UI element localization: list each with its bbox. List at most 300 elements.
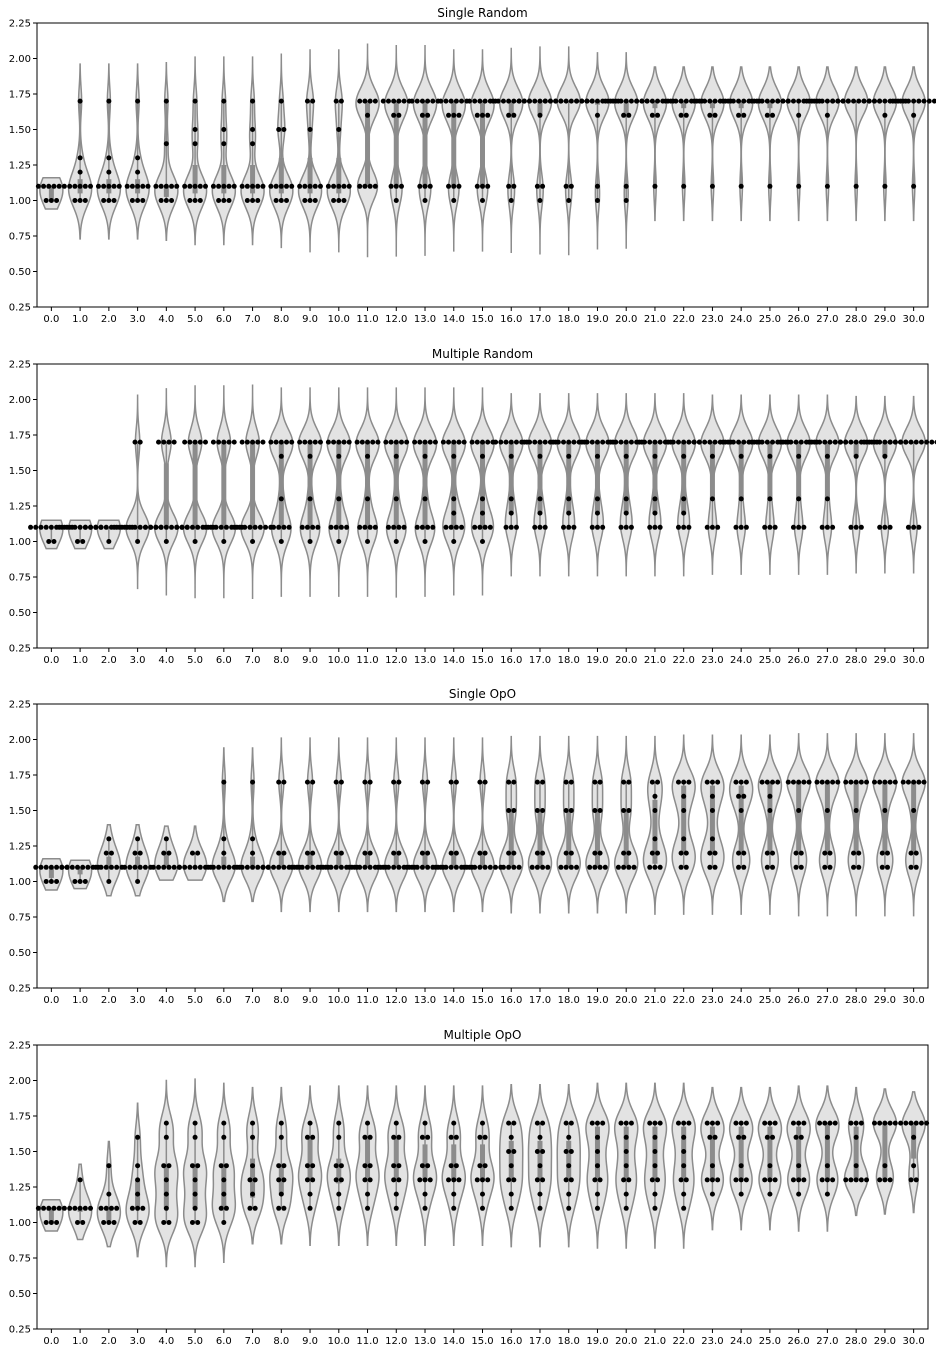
data-point	[423, 1177, 428, 1182]
data-point	[867, 440, 872, 445]
data-point	[846, 99, 851, 104]
data-point	[279, 1192, 284, 1197]
data-point	[854, 780, 859, 785]
data-point	[99, 865, 104, 870]
data-point	[652, 794, 657, 799]
data-point	[289, 440, 294, 445]
data-point	[872, 780, 877, 785]
violin-box	[221, 1166, 226, 1209]
data-point	[851, 851, 856, 856]
data-point	[535, 808, 540, 813]
data-point	[564, 99, 569, 104]
data-point	[365, 496, 370, 501]
x-tick-label: 7.0	[244, 314, 261, 325]
data-point	[428, 1177, 433, 1182]
data-point	[391, 1135, 396, 1140]
data-point	[480, 1192, 485, 1197]
data-point	[211, 440, 216, 445]
data-point	[368, 1163, 373, 1168]
data-point	[271, 865, 276, 870]
data-point	[613, 440, 618, 445]
data-point	[203, 184, 208, 189]
data-point	[365, 113, 370, 118]
data-point	[368, 99, 373, 104]
data-point	[679, 1177, 684, 1182]
data-point	[571, 525, 576, 530]
data-point	[106, 198, 111, 203]
data-point	[250, 780, 255, 785]
data-point	[106, 184, 111, 189]
data-point	[592, 1177, 597, 1182]
data-point	[281, 865, 286, 870]
data-point	[425, 1135, 430, 1140]
data-point	[564, 808, 569, 813]
data-point	[443, 525, 448, 530]
data-point	[341, 198, 346, 203]
data-point	[54, 1220, 59, 1225]
x-tick-label: 12.0	[385, 655, 408, 666]
data-point	[423, 1192, 428, 1197]
data-point	[854, 525, 859, 530]
data-point	[710, 1163, 715, 1168]
data-point	[741, 1135, 746, 1140]
data-point	[169, 525, 174, 530]
data-point	[624, 525, 629, 530]
data-point	[770, 99, 775, 104]
data-point	[483, 780, 488, 785]
data-point	[681, 1206, 686, 1211]
y-tick-label: 1.00	[8, 1218, 31, 1229]
data-point	[749, 440, 754, 445]
data-point	[480, 454, 485, 459]
data-point	[164, 836, 169, 841]
data-point	[80, 1220, 85, 1225]
data-point	[245, 865, 250, 870]
x-tick-label: 1.0	[72, 314, 89, 325]
data-point	[174, 525, 179, 530]
data-point	[336, 1121, 341, 1126]
data-point	[373, 525, 378, 530]
data-point	[815, 780, 820, 785]
data-point	[621, 780, 626, 785]
data-point	[420, 113, 425, 118]
x-tick-label: 21.0	[643, 1336, 667, 1347]
data-point	[569, 1177, 574, 1182]
data-point	[825, 113, 830, 118]
data-point	[854, 1163, 859, 1168]
data-point	[78, 99, 83, 104]
data-point	[655, 99, 660, 104]
data-point	[765, 99, 770, 104]
data-point	[135, 198, 140, 203]
data-point	[83, 525, 88, 530]
data-point	[828, 1121, 833, 1126]
data-point	[822, 865, 827, 870]
data-point	[569, 99, 574, 104]
data-point	[624, 440, 629, 445]
data-point	[193, 1206, 198, 1211]
data-point	[822, 440, 827, 445]
data-point	[877, 99, 882, 104]
data-point	[368, 851, 373, 856]
data-point	[271, 525, 276, 530]
data-point	[532, 525, 537, 530]
data-point	[480, 198, 485, 203]
data-point	[425, 851, 430, 856]
y-tick-label: 1.50	[8, 466, 31, 477]
data-point	[872, 1121, 877, 1126]
x-tick-label: 2.0	[100, 1336, 117, 1347]
x-tick-label: 3.0	[129, 655, 146, 666]
data-point	[825, 496, 830, 501]
data-point	[762, 1121, 767, 1126]
data-point	[164, 184, 169, 189]
data-point	[281, 127, 286, 132]
data-point	[305, 1177, 310, 1182]
data-point	[365, 1192, 370, 1197]
data-point	[919, 440, 924, 445]
data-point	[571, 440, 576, 445]
data-point	[295, 865, 300, 870]
data-point	[736, 794, 741, 799]
data-point	[454, 99, 459, 104]
data-point	[451, 440, 456, 445]
data-point	[78, 525, 83, 530]
data-point	[109, 865, 114, 870]
data-point	[334, 851, 339, 856]
y-tick-label: 1.50	[8, 1147, 31, 1158]
data-point	[796, 99, 801, 104]
data-point	[451, 184, 456, 189]
data-point	[765, 851, 770, 856]
data-point	[255, 440, 260, 445]
data-point	[511, 184, 516, 189]
data-point	[898, 1121, 903, 1126]
data-point	[632, 865, 637, 870]
data-point	[451, 454, 456, 459]
data-point	[652, 440, 657, 445]
data-point	[193, 539, 198, 544]
data-point	[428, 184, 433, 189]
data-point	[903, 440, 908, 445]
x-tick-label: 6.0	[215, 655, 232, 666]
data-point	[106, 99, 111, 104]
x-tick-label: 21.0	[643, 655, 667, 666]
data-point	[326, 440, 331, 445]
x-tick-label: 20.0	[615, 995, 638, 1006]
data-point	[310, 865, 315, 870]
data-point	[260, 440, 265, 445]
data-point	[420, 851, 425, 856]
data-point	[762, 525, 767, 530]
data-point	[877, 440, 882, 445]
data-point	[106, 879, 111, 884]
data-point	[624, 454, 629, 459]
data-point	[707, 440, 712, 445]
x-tick-label: 11.0	[356, 1336, 379, 1347]
data-point	[250, 1163, 255, 1168]
data-point	[475, 184, 480, 189]
data-point	[72, 198, 77, 203]
x-tick-label: 11.0	[356, 995, 379, 1006]
data-point	[681, 1121, 686, 1126]
data-point	[783, 440, 788, 445]
y-tick-label: 2.00	[8, 735, 31, 746]
data-point	[773, 1177, 778, 1182]
y-tick-label: 0.25	[8, 1324, 31, 1336]
data-point	[221, 836, 226, 841]
data-point	[404, 865, 409, 870]
data-point	[279, 539, 284, 544]
data-point	[423, 539, 428, 544]
data-point	[255, 865, 260, 870]
data-point	[362, 99, 367, 104]
data-point	[543, 99, 548, 104]
data-point	[480, 1206, 485, 1211]
chart-title: Single Random	[437, 6, 528, 20]
data-point	[848, 525, 853, 530]
data-point	[566, 1192, 571, 1197]
data-point	[368, 780, 373, 785]
data-point	[493, 440, 498, 445]
data-point	[138, 1220, 143, 1225]
data-point	[598, 851, 603, 856]
data-point	[67, 525, 72, 530]
data-point	[456, 184, 461, 189]
data-point	[477, 865, 482, 870]
data-point	[357, 525, 362, 530]
data-point	[279, 440, 284, 445]
data-point	[75, 539, 80, 544]
data-point	[368, 1177, 373, 1182]
data-point	[741, 113, 746, 118]
data-point	[707, 1135, 712, 1140]
data-point	[629, 99, 634, 104]
data-point	[336, 1135, 341, 1140]
data-point	[540, 851, 545, 856]
y-tick-label: 1.25	[8, 1182, 31, 1194]
data-point	[624, 511, 629, 516]
data-point	[686, 525, 691, 530]
data-point	[143, 525, 148, 530]
data-point	[637, 440, 642, 445]
violin-box	[566, 811, 571, 868]
x-tick-label: 11.0	[356, 314, 379, 325]
data-point	[410, 865, 415, 870]
data-point	[250, 865, 255, 870]
data-point	[187, 865, 192, 870]
data-point	[430, 525, 435, 530]
data-point	[537, 496, 542, 501]
data-point	[412, 440, 417, 445]
data-point	[477, 851, 482, 856]
data-point	[368, 1135, 373, 1140]
data-point	[449, 865, 454, 870]
data-point	[310, 1163, 315, 1168]
data-point	[318, 440, 323, 445]
data-point	[624, 99, 629, 104]
data-point	[308, 1206, 313, 1211]
data-point	[595, 511, 600, 516]
data-point	[854, 1177, 859, 1182]
data-point	[705, 525, 710, 530]
data-point	[394, 539, 399, 544]
data-point	[566, 198, 571, 203]
data-point	[888, 440, 893, 445]
data-point	[49, 1220, 54, 1225]
data-point	[906, 525, 911, 530]
data-point	[49, 879, 54, 884]
data-point	[532, 440, 537, 445]
data-point	[75, 1220, 80, 1225]
data-point	[540, 865, 545, 870]
data-point	[820, 99, 825, 104]
y-tick-label: 0.50	[8, 267, 31, 278]
data-point	[373, 99, 378, 104]
data-point	[106, 539, 111, 544]
data-point	[470, 440, 475, 445]
data-point	[135, 1163, 140, 1168]
data-point	[537, 1192, 542, 1197]
data-point	[101, 1220, 106, 1225]
data-point	[796, 1192, 801, 1197]
data-point	[135, 879, 140, 884]
data-point	[46, 539, 51, 544]
data-point	[590, 440, 595, 445]
x-tick-label: 29.0	[873, 1336, 897, 1347]
data-point	[621, 851, 626, 856]
data-point	[796, 1177, 801, 1182]
data-point	[626, 780, 631, 785]
data-point	[830, 1177, 835, 1182]
data-point	[828, 865, 833, 870]
data-point	[38, 865, 43, 870]
data-point	[564, 780, 569, 785]
violin-box	[365, 1137, 370, 1180]
x-tick-label: 26.0	[787, 314, 810, 325]
data-point	[504, 525, 509, 530]
data-point	[362, 525, 367, 530]
data-point	[454, 865, 459, 870]
data-point	[794, 851, 799, 856]
data-point	[263, 525, 268, 530]
data-point	[679, 113, 684, 118]
data-point	[835, 780, 840, 785]
data-point	[532, 99, 537, 104]
data-point	[245, 198, 250, 203]
data-point	[255, 198, 260, 203]
data-point	[647, 525, 652, 530]
data-point	[715, 1177, 720, 1182]
data-point	[537, 1135, 542, 1140]
data-point	[221, 1220, 226, 1225]
data-point	[590, 99, 595, 104]
x-tick-label: 13.0	[413, 314, 437, 325]
data-point	[619, 440, 624, 445]
data-point	[240, 440, 245, 445]
data-point	[305, 99, 310, 104]
data-point	[655, 780, 660, 785]
data-point	[888, 525, 893, 530]
data-point	[219, 1206, 224, 1211]
data-point	[193, 1177, 198, 1182]
violin-box	[710, 1127, 715, 1180]
data-point	[456, 1177, 461, 1182]
data-point	[402, 99, 407, 104]
data-point	[480, 440, 485, 445]
data-point	[190, 1220, 195, 1225]
data-point	[911, 99, 916, 104]
data-point	[720, 440, 725, 445]
data-point	[679, 851, 684, 856]
data-point	[856, 851, 861, 856]
data-point	[893, 1121, 898, 1126]
data-point	[509, 1135, 514, 1140]
data-point	[514, 525, 519, 530]
data-point	[438, 865, 443, 870]
data-point	[590, 1121, 595, 1126]
data-point	[467, 865, 472, 870]
data-point	[600, 1121, 605, 1126]
data-point	[741, 851, 746, 856]
data-point	[511, 99, 516, 104]
data-point	[459, 525, 464, 530]
data-point	[736, 851, 741, 856]
data-point	[449, 851, 454, 856]
data-point	[72, 184, 77, 189]
x-tick-label: 12.0	[385, 995, 408, 1006]
data-point	[135, 1192, 140, 1197]
violin-box	[221, 442, 226, 527]
data-point	[830, 99, 835, 104]
data-point	[208, 525, 213, 530]
data-point	[279, 99, 284, 104]
x-tick-label: 1.0	[72, 995, 89, 1006]
data-point	[308, 198, 313, 203]
data-point	[854, 1135, 859, 1140]
data-point	[744, 1121, 749, 1126]
data-point	[739, 1163, 744, 1168]
data-point	[133, 851, 138, 856]
data-point	[451, 198, 456, 203]
data-point	[300, 525, 305, 530]
data-point	[765, 780, 770, 785]
data-point	[182, 184, 187, 189]
violin-box	[537, 1141, 542, 1180]
data-point	[78, 1177, 83, 1182]
data-point	[415, 525, 420, 530]
y-tick-label: 1.00	[8, 877, 31, 888]
data-point	[796, 780, 801, 785]
data-point	[901, 99, 906, 104]
data-point	[530, 865, 535, 870]
data-point	[574, 865, 579, 870]
data-point	[595, 496, 600, 501]
data-point	[211, 865, 216, 870]
data-point	[127, 865, 132, 870]
data-point	[731, 440, 736, 445]
data-point	[362, 780, 367, 785]
data-point	[540, 1149, 545, 1154]
data-point	[365, 1121, 370, 1126]
x-tick-label: 24.0	[730, 1336, 753, 1347]
data-point	[911, 1163, 916, 1168]
data-point	[600, 440, 605, 445]
violin-box	[509, 442, 514, 513]
data-point	[404, 440, 409, 445]
data-point	[888, 1121, 893, 1126]
data-point	[522, 440, 527, 445]
